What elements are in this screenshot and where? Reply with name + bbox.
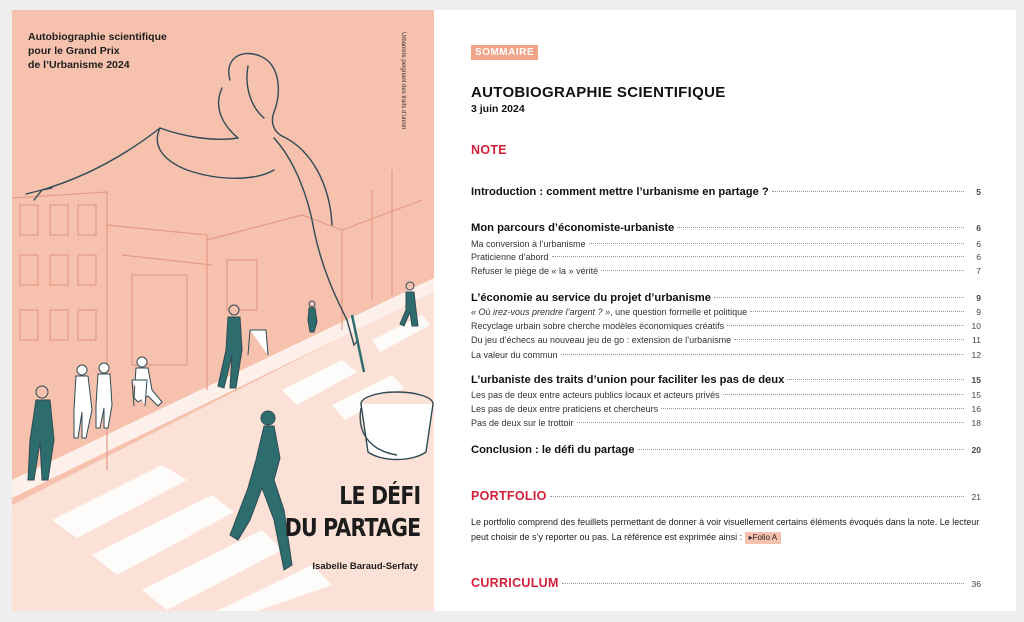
document-spread xyxy=(12,10,1016,611)
toc-subentry[interactable] xyxy=(471,404,981,414)
toc-entry-page: 7 xyxy=(976,266,981,276)
toc-entry[interactable] xyxy=(471,186,981,198)
toc-entry-page: 6 xyxy=(976,239,981,249)
toc-entry-label: L’urbaniste des traits d’union pour faciliter les pas de deux xyxy=(471,374,785,386)
toc-page xyxy=(434,10,1016,611)
toc-entry-label-italic: « Où irez-vous prendre l’argent ? » xyxy=(471,307,611,317)
document-date: 3 juin 2024 xyxy=(471,103,525,115)
cover-title xyxy=(284,480,420,544)
toc-entry-page: 6 xyxy=(976,223,981,233)
cover-subtitle xyxy=(28,30,228,72)
toc-entry[interactable] xyxy=(471,374,981,386)
toc-entry-page: 5 xyxy=(976,187,981,197)
toc-entry-page: 9 xyxy=(976,307,981,317)
cover-author: Isabelle Baraud-Serfaty xyxy=(312,561,418,572)
toc-entry-page: 6 xyxy=(976,252,981,262)
toc-entry-page: 15 xyxy=(971,390,981,400)
toc-entry[interactable] xyxy=(471,292,981,304)
cover-tagline: Urbaniste peignant des traits d’union xyxy=(400,32,406,130)
toc-subentry[interactable] xyxy=(471,321,981,331)
toc-entry[interactable] xyxy=(471,444,981,456)
toc-entry-page: 15 xyxy=(971,375,981,385)
toc-subentry[interactable] xyxy=(471,266,981,276)
cover-title-line: LE DÉFI xyxy=(338,481,420,510)
cover-subtitle-line: pour le Grand Prix xyxy=(28,45,120,57)
toc-subentry[interactable] xyxy=(471,418,981,428)
curriculum-entry[interactable] xyxy=(471,576,981,590)
toc-subentry[interactable] xyxy=(471,350,981,360)
portfolio-description-text: Le portfolio comprend des feuillets permettant de donner à voir visuellement certains éléments évoqués dans la note. Le lecteur peut choisir de s’y reporter ou pas. La référence est exprimée ainsi : xyxy=(471,517,980,542)
toc-entry-label: L’économie au service du projet d’urbanisme xyxy=(471,292,711,304)
toc-entry-label: Praticienne d’abord xyxy=(471,252,549,262)
toc-entry[interactable] xyxy=(471,222,981,234)
toc-entry-label: Ma conversion à l’urbanisme xyxy=(471,239,586,249)
toc-entry-label-rest: , une question formelle et politique xyxy=(610,307,748,317)
document-title: AUTOBIOGRAPHIE SCIENTIFIQUE xyxy=(471,84,726,101)
toc-entry-page: 21 xyxy=(971,492,981,502)
toc-entry-label: Introduction : comment mettre l’urbanisme en partage ? xyxy=(471,186,769,198)
portfolio-entry[interactable] xyxy=(471,489,981,503)
note-heading: NOTE xyxy=(471,143,507,157)
cover-subtitle-line: Autobiographie scientifique xyxy=(28,31,167,43)
toc-subentry[interactable] xyxy=(471,307,981,317)
toc-entry-label: Refuser le piège de « la » vérité xyxy=(471,266,599,276)
toc-subentry[interactable] xyxy=(471,390,981,400)
toc-entry-label: Pas de deux sur le trottoir xyxy=(471,418,574,428)
toc-entry-label: La valeur du commun xyxy=(471,350,558,360)
toc-entry-label: Les pas de deux entre acteurs publics locaux et acteurs privés xyxy=(471,390,720,400)
toc-entry-page: 10 xyxy=(971,321,981,331)
toc-entry-page: 36 xyxy=(971,579,981,589)
portfolio-heading: PORTFOLIO xyxy=(471,489,547,503)
toc-entry-page: 20 xyxy=(971,445,981,455)
toc-entry-label: Mon parcours d’économiste-urbaniste xyxy=(471,222,675,234)
sommaire-badge: SOMMAIRE xyxy=(471,45,538,60)
cover-subtitle-line: de l’Urbanisme 2024 xyxy=(28,59,130,71)
toc-subentry[interactable] xyxy=(471,252,981,262)
toc-entry-label: Les pas de deux entre praticiens et chercheurs xyxy=(471,404,659,414)
curriculum-heading: CURRICULUM xyxy=(471,576,559,590)
toc-entry-page: 12 xyxy=(971,350,981,360)
portfolio-description xyxy=(471,515,999,545)
toc-entry-label: Du jeu d’échecs au nouveau jeu de go : extension de l’urbanisme xyxy=(471,335,732,345)
cover-page xyxy=(12,10,434,611)
toc-entry-page: 11 xyxy=(972,335,981,345)
toc-entry-page: 9 xyxy=(976,293,981,303)
cover-title-line: DU PARTAGE xyxy=(284,513,420,542)
toc-entry-page: 16 xyxy=(971,404,981,414)
toc-entry-label xyxy=(471,307,747,317)
toc-subentry[interactable] xyxy=(471,335,981,345)
toc-entry-label: Conclusion : le défi du partage xyxy=(471,444,635,456)
toc-entry-label: Recyclage urbain sobre cherche modèles économiques créatifs xyxy=(471,321,725,331)
toc-subentry[interactable] xyxy=(471,239,981,249)
toc-entry-page: 18 xyxy=(971,418,981,428)
folio-reference-tag: ▸Folio A xyxy=(745,532,781,544)
